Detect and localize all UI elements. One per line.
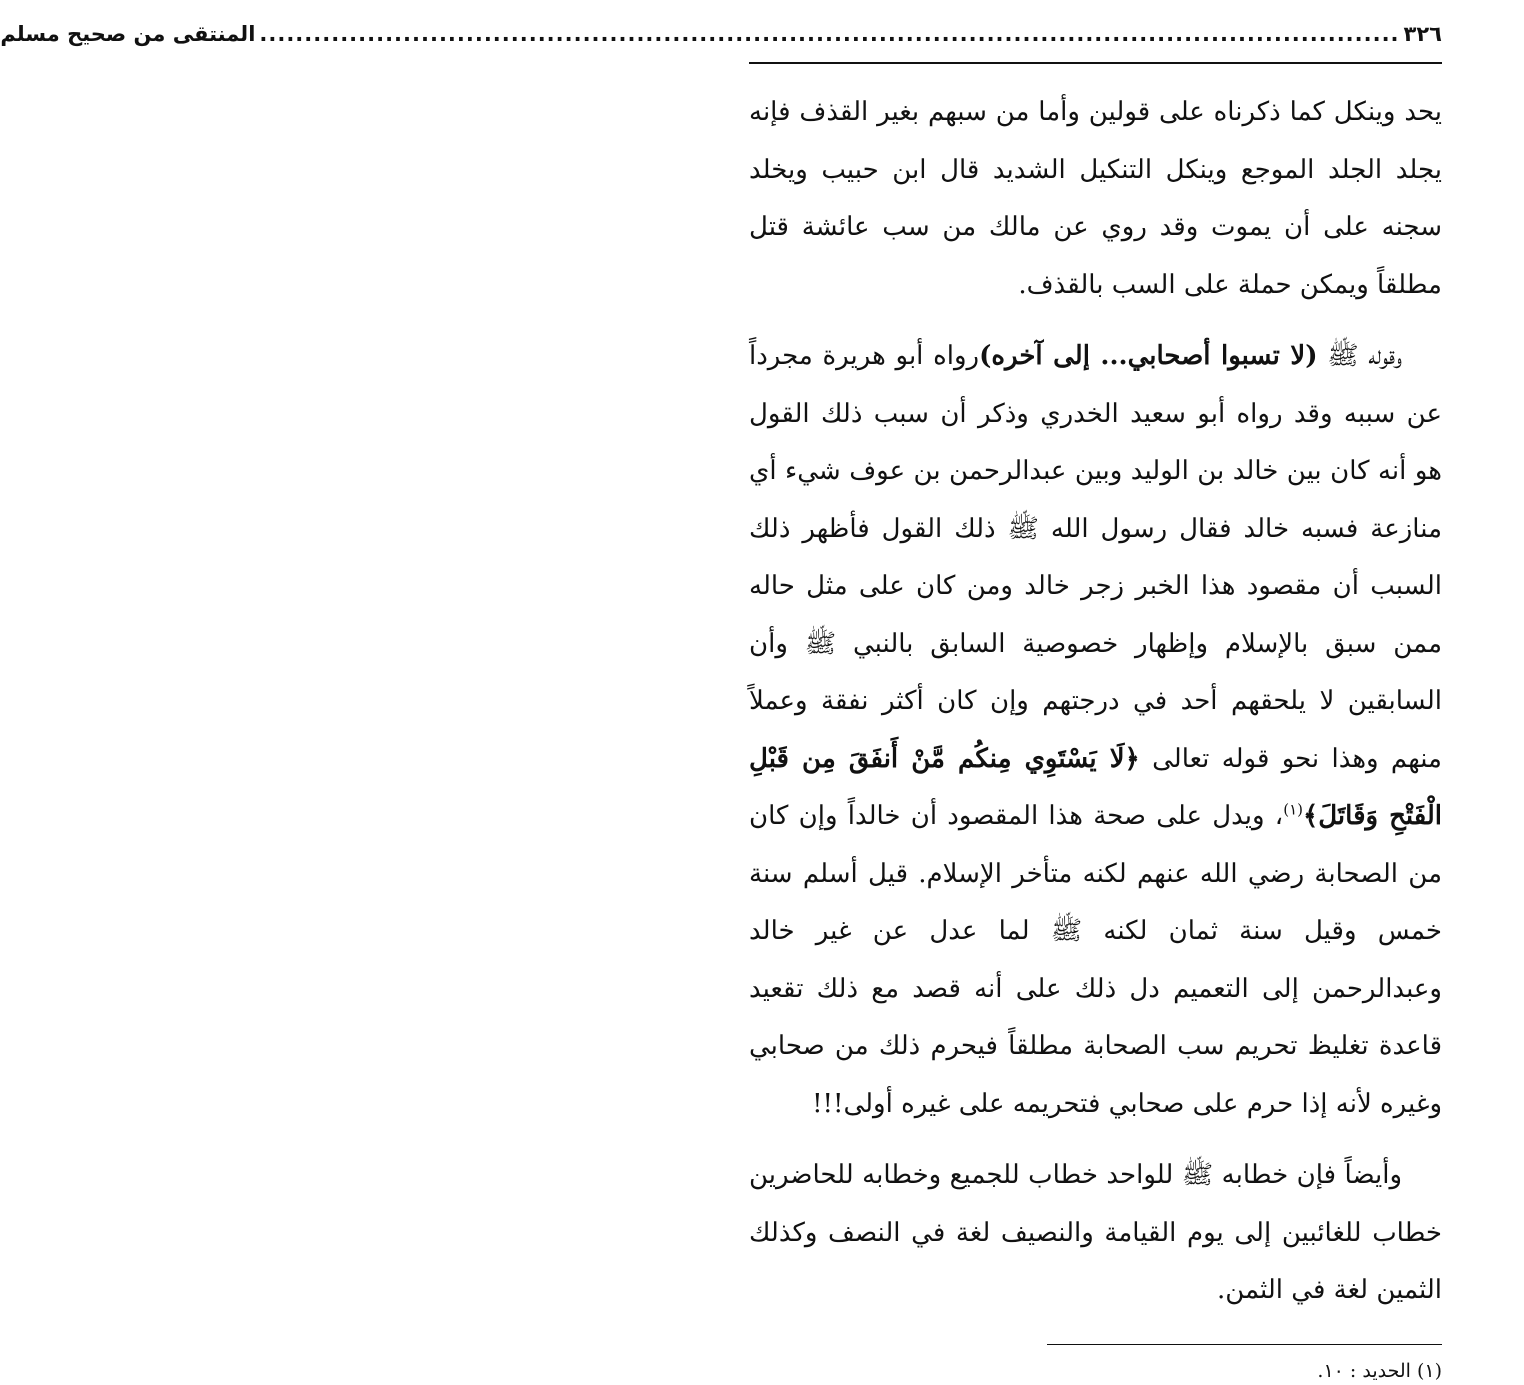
header-rule [749,62,1442,64]
paragraph-2-body: رواه أبو هريرة مجرداً عن سببه وقد رواه أبو سعيد الخدري وذكر أن سبب ذلك القول هو أنه كان بين خالد بن الوليد وبين عبدالرحمن بن عوف شيء أي منازعة فسبه خالد فقال رسول الله ﷺ ذلك القول فأظهر ذلك السبب أن مقصود هذا الخبر زجر خالد ومن كان على مثل حاله ممن سبق بالإسلام وإظهار خصوصية السابق بالنبي ﷺ وأن السابقين لا يلحقهم أحد في درجتهم وإن كان أكثر نفقة وعملاً منهم وهذا نحو قوله تعالى [749,341,1442,774]
quran-verse: ﴿لَا يَسْتَوِي مِنكُم مَّنْ أَنفَقَ مِن قَبْلِ الْفَتْحِ وَقَاتَلَ﴾ [749,743,1442,831]
footnote-rule [1047,1344,1442,1345]
paragraph-3: وأيضاً فإن خطابه ﷺ للواحد خطاب للجميع وخطابه للحاضرين خطاب للغائبين إلى يوم القيامة والنصيف لغة في النصف وكذلك الثمين لغة في الثمن. [749,1160,1442,1305]
main-text [749,84,1442,1320]
paragraph-2-opening: وقوله ﷺ [1317,341,1403,371]
hadith-quote: (لا تسبوا أصحابي... إلى آخره) [979,341,1318,371]
book-title: المنتقى من صحيح مسلم [0,22,256,46]
footnote-reference[interactable]: (١) [1283,800,1303,819]
dot-leader: ............................................................................................................................... [259,22,1400,46]
running-header [0,22,1442,62]
paragraph-1: يحد وينكل كما ذكرناه على قولين وأما من سبهم بغير القذف فإنه يجلد الجلد الموجع وينكل التنكيل الشديد قال ابن حبيب ويخلد سجنه على أن يموت وقد روي عن مالك من سب عائشة قتل مطلقاً ويمكن حملة على السب بالقذف. [749,97,1442,300]
page-number: ٣٢٦ [1403,22,1442,46]
footnote: (١) الحديد : ١٠. [1317,1359,1442,1382]
paragraph-2 [749,328,1442,1133]
paragraph-2-continuation: ، ويدل على صحة هذا المقصود أن خالداً وإن كان من الصحابة رضي الله عنهم لكنه متأخر الإسلام. قيل أسلم سنة خمس وقيل سنة ثمان لكنه ﷺ لما عدل عن غير خالد وعبدالرحمن إلى التعميم دل ذلك على أنه قصد مع ذلك تقعيد قاعدة تغليظ تحريم سب الصحابة مطلقاً فيحرم ذلك من صحابي وغيره لأنه إذا حرم على صحابي فتحريمه على غيره أولى!!! [749,801,1442,1119]
